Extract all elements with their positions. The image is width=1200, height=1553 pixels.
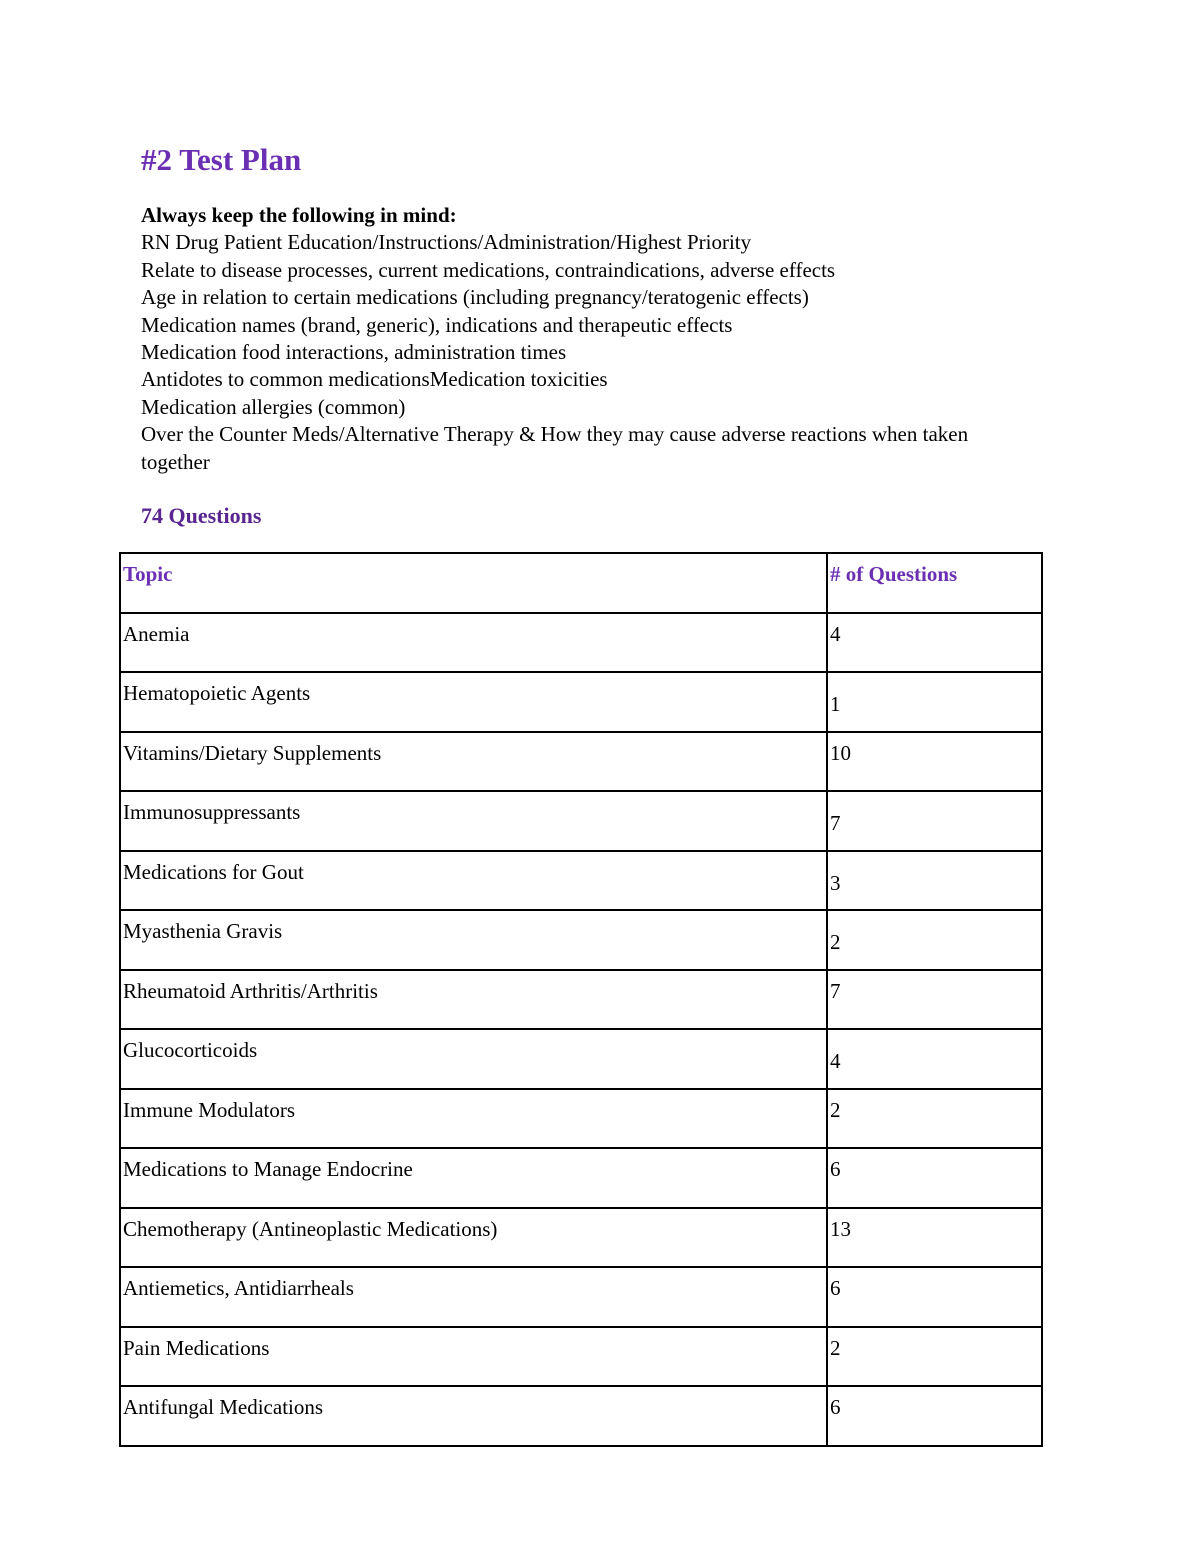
reminder-item: Relate to disease processes, current medications, contraindications, adverse effects <box>141 257 836 282</box>
table-row <box>120 791 1042 851</box>
topics-table <box>119 552 1043 1447</box>
topic-column-header: Topic <box>120 553 827 613</box>
question-count-heading: 74 Questions <box>141 503 262 528</box>
table-row <box>120 613 1042 673</box>
topic-cell: Medications for Gout <box>120 851 827 911</box>
topic-cell: Hematopoietic Agents <box>120 672 827 732</box>
count-cell: 7 <box>827 791 1042 851</box>
table-row <box>120 732 1042 792</box>
topic-cell: Immune Modulators <box>120 1089 827 1149</box>
topic-cell: Myasthenia Gravis <box>120 910 827 970</box>
count-cell: 6 <box>827 1148 1042 1208</box>
topic-cell: Anemia <box>120 613 827 673</box>
topic-cell: Antiemetics, Antidiarrheals <box>120 1267 827 1327</box>
table-header-row <box>120 553 1042 613</box>
table-row <box>120 1029 1042 1089</box>
count-cell: 6 <box>827 1267 1042 1327</box>
reminder-item: Medication food interactions, administration times <box>141 340 567 365</box>
table-row <box>120 910 1042 970</box>
table-row <box>120 1148 1042 1208</box>
reminders-block <box>141 202 1041 476</box>
topic-cell: Chemotherapy (Antineoplastic Medications) <box>120 1208 827 1268</box>
count-cell: 10 <box>827 732 1042 792</box>
table-row <box>120 672 1042 732</box>
count-cell: 1 <box>827 672 1042 732</box>
page-title: #2 Test Plan <box>141 142 302 177</box>
reminder-item: Antidotes to common medicationsMedication toxicities <box>141 367 608 392</box>
topic-cell: Pain Medications <box>120 1327 827 1387</box>
table-row <box>120 1386 1042 1446</box>
count-cell: 4 <box>827 1029 1042 1089</box>
table-row <box>120 1267 1042 1327</box>
count-column-header: # of Questions <box>827 553 1042 613</box>
table-row <box>120 851 1042 911</box>
count-cell: 13 <box>827 1208 1042 1268</box>
table-row <box>120 1089 1042 1149</box>
reminders-intro: Always keep the following in mind: <box>141 203 457 227</box>
count-cell: 2 <box>827 910 1042 970</box>
count-cell: 7 <box>827 970 1042 1030</box>
table-row <box>120 970 1042 1030</box>
count-cell: 2 <box>827 1089 1042 1149</box>
topic-cell: Immunosuppressants <box>120 791 827 851</box>
count-cell: 4 <box>827 613 1042 673</box>
count-cell: 3 <box>827 851 1042 911</box>
topic-cell: Antifungal Medications <box>120 1386 827 1446</box>
topic-cell: Rheumatoid Arthritis/Arthritis <box>120 970 827 1030</box>
reminder-item: Medication allergies (common) <box>141 394 406 419</box>
topic-cell: Medications to Manage Endocrine <box>120 1148 827 1208</box>
reminder-item: Age in relation to certain medications (including pregnancy/teratogenic effects) <box>141 285 809 310</box>
count-cell: 2 <box>827 1327 1042 1387</box>
table-row <box>120 1208 1042 1268</box>
reminder-item: Medication names (brand, generic), indications and therapeutic effects <box>141 312 733 337</box>
topic-cell: Vitamins/Dietary Supplements <box>120 732 827 792</box>
table-row <box>120 1327 1042 1387</box>
topic-cell: Glucocorticoids <box>120 1029 827 1089</box>
count-cell: 6 <box>827 1386 1042 1446</box>
reminder-item: Over the Counter Meds/Alternative Therapy & How they may cause adverse reactions when taken together <box>141 422 969 474</box>
reminder-item: RN Drug Patient Education/Instructions/Administration/Highest Priority <box>141 230 752 255</box>
